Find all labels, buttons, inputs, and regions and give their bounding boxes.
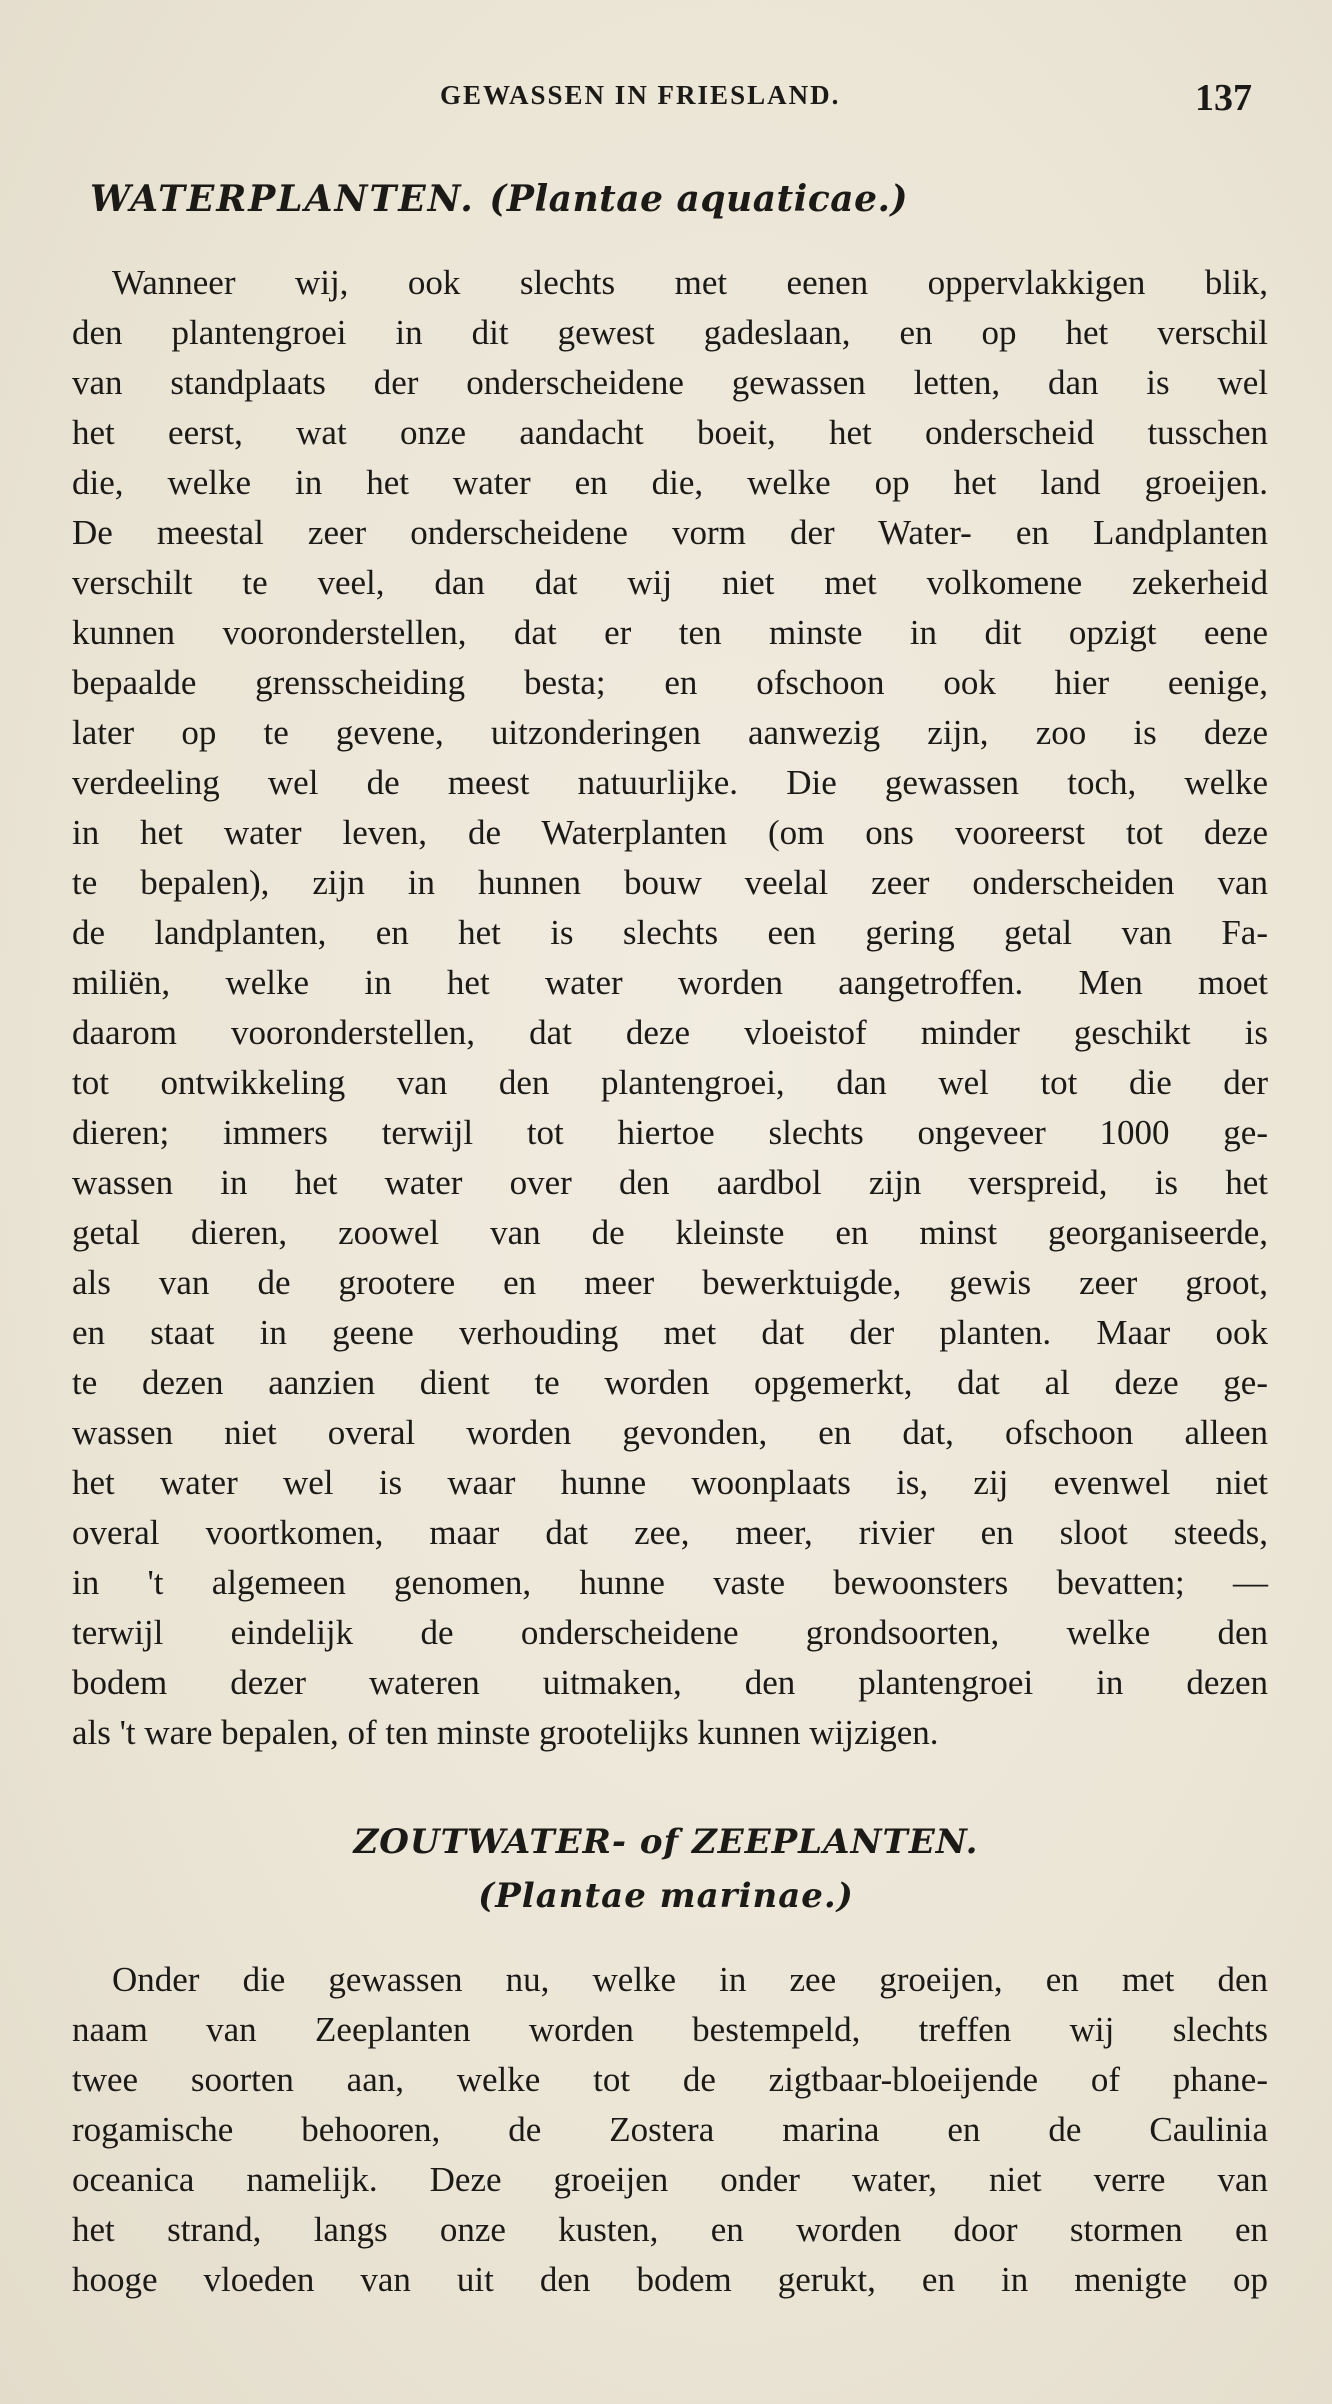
- text-line: hooge vloeden van uit den bodem gerukt, en in menigte op: [72, 2260, 1268, 2299]
- text-line: te dezen aanzien dient te worden opgemerkt, dat al deze ge-: [72, 1363, 1268, 1402]
- paragraph-waterplanten: [72, 258, 1268, 1758]
- text-line: bepaalde grensscheiding besta; en ofschoon ook hier eenige,: [72, 663, 1268, 702]
- heading-main: WATERPLANTEN.: [90, 178, 475, 220]
- text-line: Wanneer wij, ook slechts met eenen oppervlakkigen blik,: [112, 263, 1268, 302]
- page-number: 137: [1195, 77, 1252, 119]
- section-heading-zeeplanten-latin: (Plantae marinae.): [478, 1876, 854, 1916]
- text-line: als 't ware bepalen, of ten minste grootelijks kunnen wijzigen.: [72, 1713, 939, 1752]
- text-line: overal voortkomen, maar dat zee, meer, rivier en sloot steeds,: [72, 1513, 1268, 1552]
- text-line: het eerst, wat onze aandacht boeit, het onderscheid tusschen: [72, 413, 1268, 452]
- text-line: en staat in geene verhouding met dat der planten. Maar ook: [72, 1313, 1268, 1352]
- running-head: GEWASSEN IN FRIESLAND.: [440, 80, 841, 110]
- text-line: getal dieren, zoowel van de kleinste en minst georganiseerde,: [72, 1213, 1268, 1252]
- text-line: als van de grootere en meer bewerktuigde, gewis zeer groot,: [72, 1263, 1268, 1302]
- text-line: twee soorten aan, welke tot de zigtbaar-bloeijende of phane-: [72, 2060, 1268, 2099]
- heading-latin: (Plantae aquaticae.): [489, 178, 909, 220]
- text-line: daarom vooronderstellen, dat deze vloeistof minder geschikt is: [72, 1013, 1268, 1052]
- text-line: naam van Zeeplanten worden bestempeld, treffen wij slechts: [72, 2010, 1268, 2049]
- text-line: in 't algemeen genomen, hunne vaste bewoonsters bevatten; —: [72, 1563, 1268, 1602]
- text-line: bodem dezer wateren uitmaken, den plantengroei in dezen: [72, 1663, 1268, 1702]
- section-heading-waterplanten: [90, 178, 908, 220]
- text-line: terwijl eindelijk de onderscheidene grondsoorten, welke den: [72, 1613, 1268, 1652]
- section-heading-zeeplanten: ZOUTWATER- of ZEEPLANTEN.: [353, 1822, 979, 1862]
- text-line: miliën, welke in het water worden aangetroffen. Men moet: [72, 963, 1268, 1002]
- text-line: wassen in het water over den aardbol zijn verspreid, is het: [72, 1163, 1268, 1202]
- text-line: van standplaats der onderscheidene gewassen letten, dan is wel: [72, 363, 1268, 402]
- text-line: in het water leven, de Waterplanten (om ons vooreerst tot deze: [72, 813, 1268, 852]
- text-line: de landplanten, en het is slechts een gering getal van Fa-: [72, 913, 1268, 952]
- text-line: oceanica namelijk. Deze groeijen onder water, niet verre van: [72, 2160, 1268, 2199]
- paragraph-zeeplanten: [72, 1955, 1268, 2305]
- text-line: verschilt te veel, dan dat wij niet met volkomene zekerheid: [72, 563, 1268, 602]
- text-line: Onder die gewassen nu, welke in zee groeijen, en met den: [112, 1960, 1268, 1999]
- text-line: den plantengroei in dit gewest gadeslaan, en op het verschil: [72, 313, 1268, 352]
- text-line: dieren; immers terwijl tot hiertoe slechts ongeveer 1000 ge-: [72, 1113, 1268, 1152]
- text-line: De meestal zeer onderscheidene vorm der Water- en Landplanten: [72, 513, 1268, 552]
- text-line: rogamische behooren, de Zostera marina en de Caulinia: [72, 2110, 1268, 2149]
- text-line: het water wel is waar hunne woonplaats is, zij evenwel niet: [72, 1463, 1268, 1502]
- text-line: die, welke in het water en die, welke op het land groeijen.: [72, 463, 1268, 502]
- text-line: verdeeling wel de meest natuurlijke. Die gewassen toch, welke: [72, 763, 1268, 802]
- text-line: kunnen vooronderstellen, dat er ten minste in dit opzigt eene: [72, 613, 1268, 652]
- text-line: te bepalen), zijn in hunnen bouw veelal zeer onderscheiden van: [72, 863, 1268, 902]
- text-line: tot ontwikkeling van den plantengroei, dan wel tot die der: [72, 1063, 1268, 1102]
- text-line: het strand, langs onze kusten, en worden door stormen en: [72, 2210, 1268, 2249]
- text-line: later op te gevene, uitzonderingen aanwezig zijn, zoo is deze: [72, 713, 1268, 752]
- text-line: wassen niet overal worden gevonden, en dat, ofschoon alleen: [72, 1413, 1268, 1452]
